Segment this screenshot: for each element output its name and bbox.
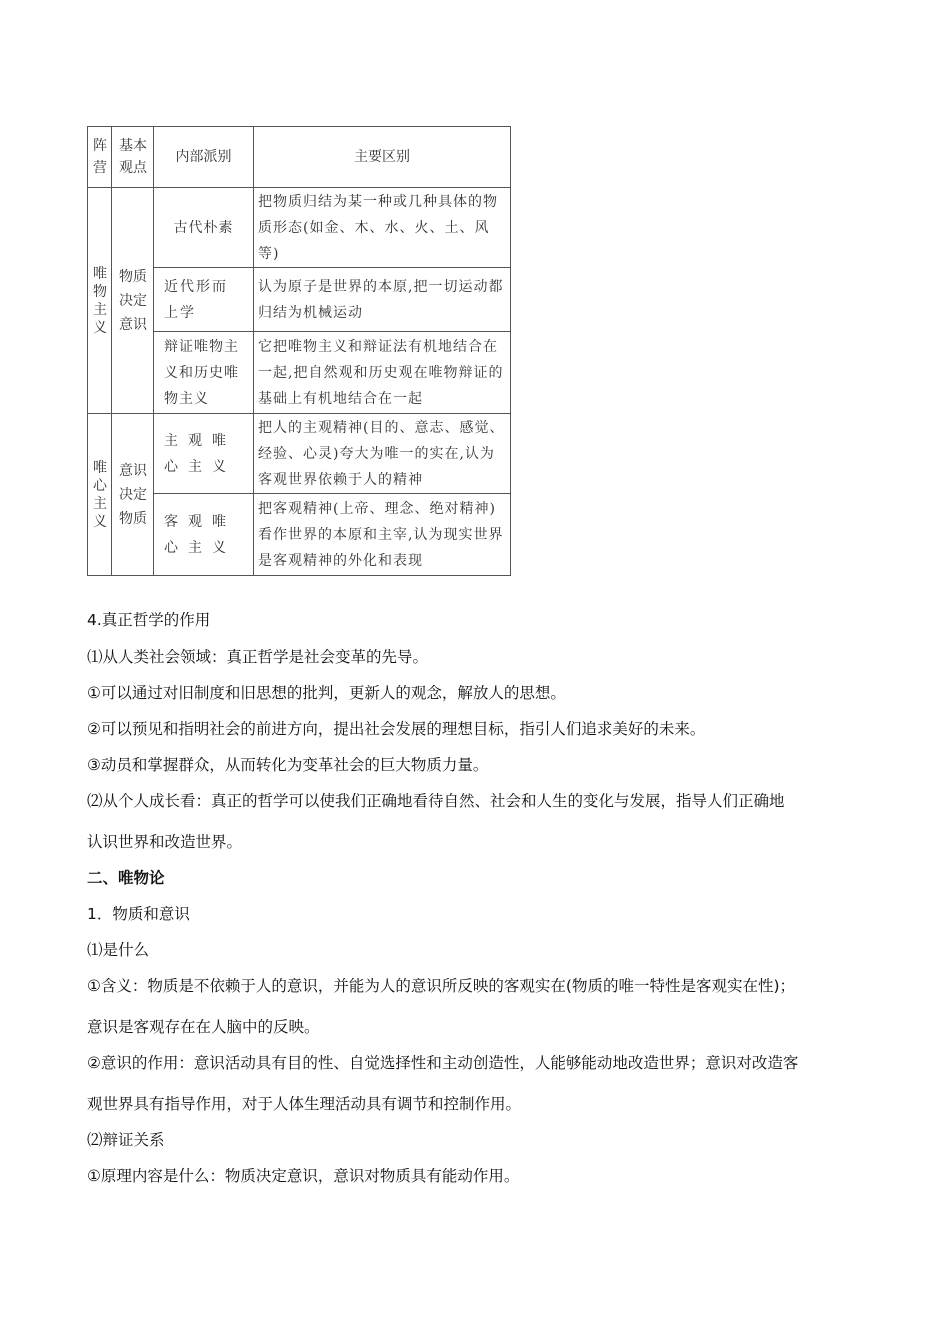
paragraph: 观世界具有指导作用，对于人体生理活动具有调节和控制作用。 bbox=[87, 1095, 522, 1113]
paragraph: 意识是客观存在在人脑中的反映。 bbox=[87, 1018, 320, 1036]
difference-cell: 把客观精神(上帝、理念、绝对精神)看作世界的本原和主宰,认为现实世界是客观精神的外化和表现 bbox=[254, 494, 511, 576]
table-row bbox=[88, 188, 511, 268]
header-camp: 阵营 bbox=[88, 127, 112, 188]
paragraph: ⑴是什么 bbox=[87, 941, 150, 959]
school-cell: 近代形而上学 bbox=[154, 268, 254, 332]
section-2-heading: 二、唯物论 bbox=[87, 869, 165, 887]
paragraph: ③动员和掌握群众，从而转化为变革社会的巨大物质力量。 bbox=[87, 756, 489, 774]
school-cell: 古代朴素 bbox=[154, 188, 254, 268]
paragraph: ⑵辩证关系 bbox=[87, 1131, 165, 1149]
header-basic-view: 基本观点 bbox=[112, 127, 154, 188]
table-header-row bbox=[88, 127, 511, 188]
subsection-title: 1．物质和意识 bbox=[87, 905, 190, 923]
paragraph: ①原理内容是什么：物质决定意识，意识对物质具有能动作用。 bbox=[87, 1167, 520, 1185]
difference-cell: 把人的主观精神(目的、意志、感觉、经验、心灵)夸大为唯一的实在,认为客观世界依赖于人的精神 bbox=[254, 414, 511, 494]
paragraph: ①含义：物质是不依赖于人的意识，并能为人的意识所反映的客观实在(物质的唯一特性是客观实在性)； bbox=[87, 977, 795, 995]
paragraph: ⑵从个人成长看：真正的哲学可以使我们正确地看待自然、社会和人生的变化与发展，指导人们正确地 bbox=[87, 792, 785, 810]
school-cell: 主观唯心主义 bbox=[154, 414, 254, 494]
camp-materialism: 唯物主义 bbox=[88, 188, 112, 414]
header-main-difference: 主要区别 bbox=[254, 127, 511, 188]
school-cell: 客观唯心主义 bbox=[154, 494, 254, 576]
camp-idealism: 唯心主义 bbox=[88, 414, 112, 576]
header-internal-school: 内部派别 bbox=[154, 127, 254, 188]
paragraph: ①可以通过对旧制度和旧思想的批判，更新人的观念，解放人的思想。 bbox=[87, 684, 566, 702]
school-cell: 辩证唯物主义和历史唯物主义 bbox=[154, 332, 254, 414]
paragraph: ②意识的作用：意识活动具有目的性、自觉选择性和主动创造性，人能够能动地改造世界；意识对改造客 bbox=[87, 1054, 799, 1072]
philosophy-comparison-table bbox=[87, 126, 511, 576]
difference-cell: 把物质归结为某一种或几种具体的物质形态(如金、木、水、火、土、风等) bbox=[254, 188, 511, 268]
paragraph: ②可以预见和指明社会的前进方向，提出社会发展的理想目标，指引人们追求美好的未来。 bbox=[87, 720, 706, 738]
paragraph: ⑴从人类社会领域：真正哲学是社会变革的先导。 bbox=[87, 648, 429, 666]
difference-cell: 认为原子是世界的本原,把一切运动都归结为机械运动 bbox=[254, 268, 511, 332]
view-materialism: 物质决定意识 bbox=[112, 188, 154, 414]
table-row bbox=[88, 414, 511, 494]
view-idealism: 意识决定物质 bbox=[112, 414, 154, 576]
difference-cell: 它把唯物主义和辩证法有机地结合在一起,把自然观和历史观在唯物辩证的基础上有机地结合在一起 bbox=[254, 332, 511, 414]
section-4-title: 4.真正哲学的作用 bbox=[87, 611, 211, 629]
paragraph: 认识世界和改造世界。 bbox=[87, 833, 243, 851]
